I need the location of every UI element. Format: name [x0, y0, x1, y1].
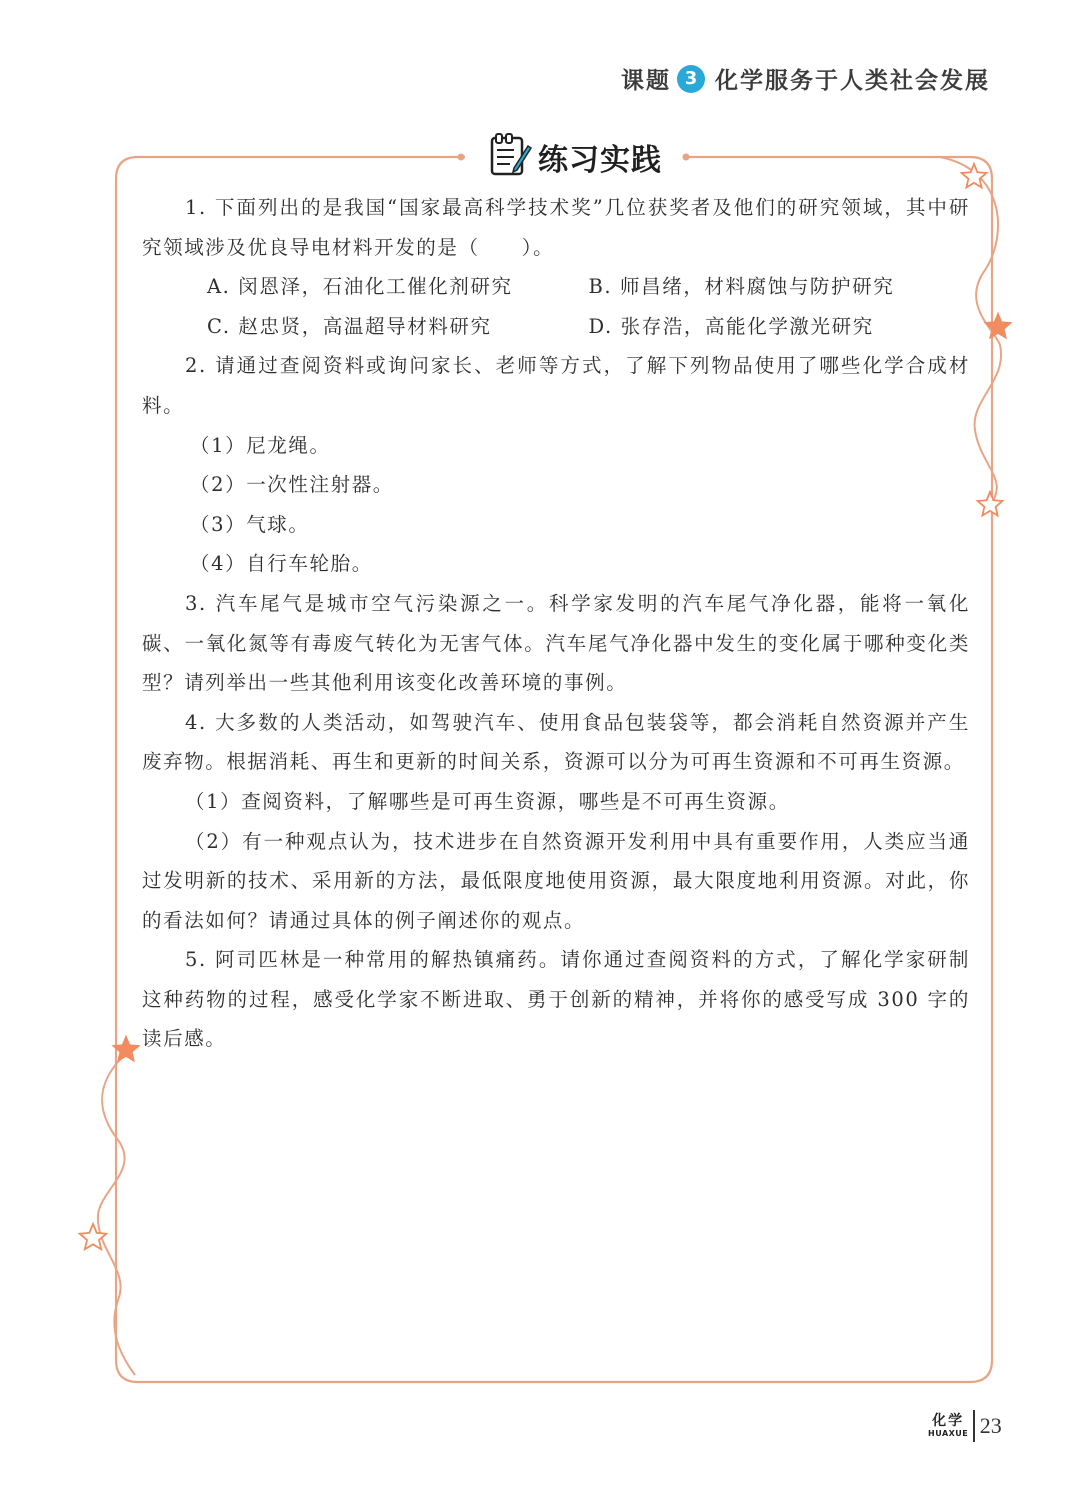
subject-brand: [928, 1414, 968, 1438]
question-2: 2. 请通过查阅资料或询问家长、老师等方式，了解下列物品使用了哪些化学合成材料。: [142, 354, 970, 417]
question-2-item-3: （3）气球。: [190, 512, 310, 536]
question-4: 4. 大多数的人类活动，如驾驶汽车、使用食品包装袋等，都会消耗自然资源并产生废弃物。根据消耗、再生和更新的时间关系，资源可以分为可再生资源和不可再生资源。: [142, 710, 970, 774]
question-2-item-4: （4）自行车轮胎。: [190, 552, 373, 576]
star-outline-icon: [978, 492, 1003, 516]
option-c: C. 赵忠贤，高温超导材料研究: [207, 314, 492, 338]
star-outline-icon: [962, 164, 987, 188]
option-d: D. 张存浩，高能化学激光研究: [588, 314, 874, 338]
question-1-options-row-1: [142, 267, 970, 307]
exercise-content: [142, 188, 970, 1059]
frame-dot-left: [458, 154, 465, 161]
header-prefix: 课题: [621, 68, 671, 94]
option-b: B. 师昌绪，材料腐蚀与防护研究: [588, 275, 895, 299]
star-filled-icon: [986, 314, 1011, 338]
page-footer: [928, 1410, 1002, 1442]
footer-divider: [973, 1410, 975, 1442]
question-2-item-1: （1）尼龙绳。: [190, 433, 331, 457]
brand-cn: 化学: [932, 1413, 965, 1429]
question-3: 3. 汽车尾气是城市空气污染源之一。科学家发明的汽车尾气净化器，能将一氧化碳、一氧化氮等有毒废气转化为无害气体。汽车尾气净化器中发生的变化属于哪种变化类型？请列举出一些其他利用该变化改善环境的事例。: [142, 591, 970, 695]
chapter-number-badge: 3: [677, 65, 705, 93]
star-filled-icon: [114, 1037, 139, 1061]
question-5: 5. 阿司匹林是一种常用的解热镇痛药。请你通过查阅资料的方式，了解化学家研制这种药物的过程，感受化学家不断进取、勇于创新的精神，并将你的感受写成 300 字的读后感。: [142, 948, 970, 1051]
notepad-pencil-icon: [488, 132, 532, 182]
chapter-title: 化学服务于人类社会发展: [715, 68, 990, 94]
star-outline-icon: [80, 1224, 107, 1249]
page-number: 23: [979, 1413, 1002, 1438]
section-title: [470, 132, 680, 182]
question-2-item-2: （2）一次性注射器。: [190, 473, 394, 497]
question-1-options-row-2: [142, 307, 970, 347]
question-4-item-2: （2）有一种观点认为，技术进步在自然资源开发利用中具有重要作用，人类应当通过发明新的技术、采用新的方法，最低限度地使用资源，最大限度地利用资源。对此，你的看法如何？请通过具体的例子阐述你的观点。: [142, 829, 970, 932]
option-a: A. 闵恩泽，石油化工催化剂研究: [207, 275, 513, 299]
frame-dot-right: [683, 154, 690, 161]
section-title-text: 练习实践: [538, 143, 662, 178]
question-4-item-1: （1）查阅资料，了解哪些是可再生资源，哪些是不可再生资源。: [185, 789, 790, 813]
question-1: 1. 下面列出的是我国“国家最高科学技术奖”几位获奖者及他们的研究领域，其中研究领域涉及优良导电材料开发的是（ ）。: [142, 196, 970, 259]
brand-en: HUAXUE: [928, 1429, 969, 1438]
